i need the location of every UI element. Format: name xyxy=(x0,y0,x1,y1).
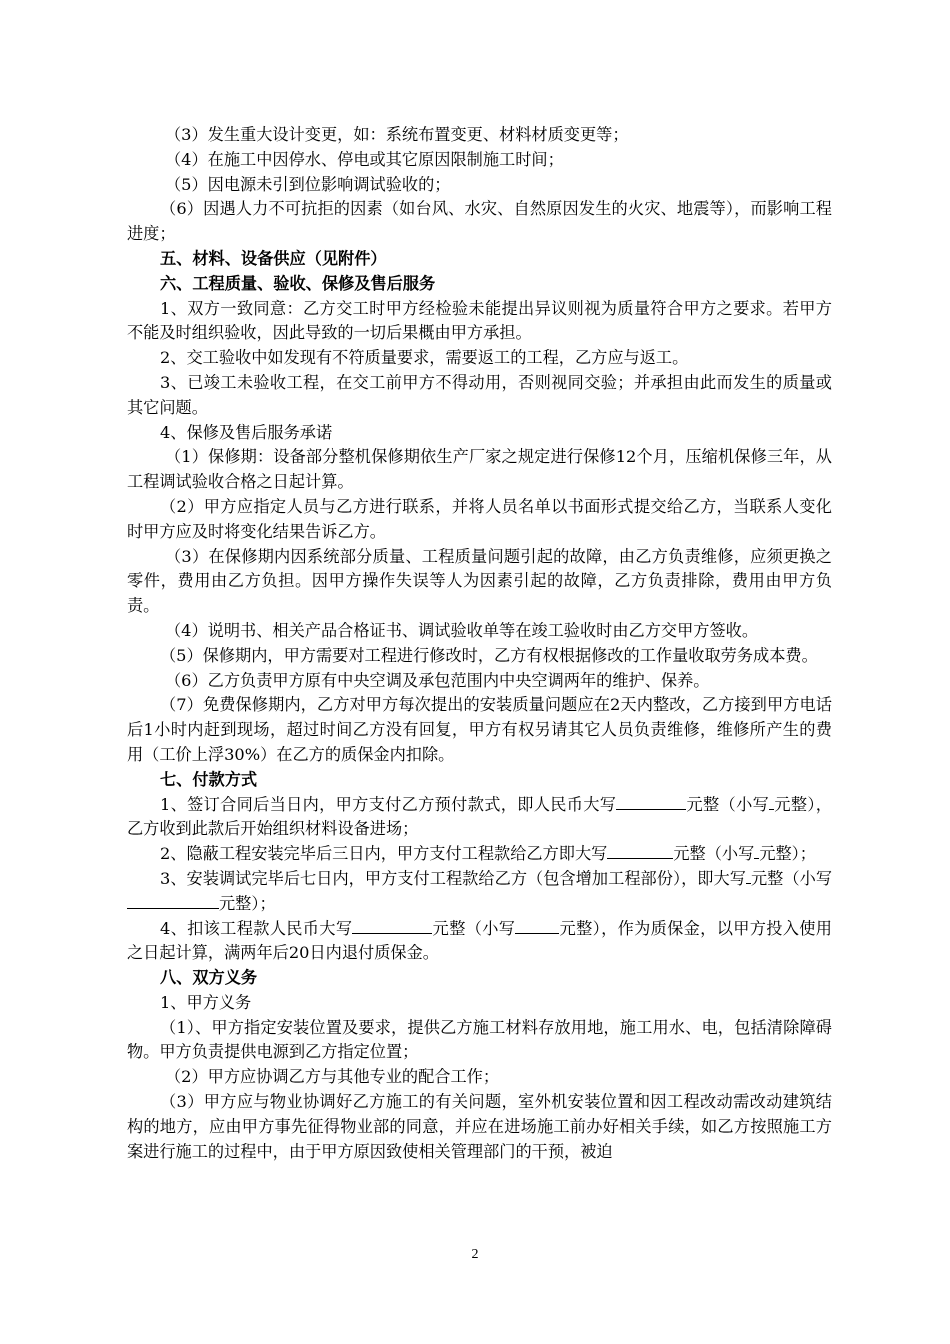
clause-text: 元整）； xyxy=(219,893,276,913)
clause-text: 元整（小写 xyxy=(750,868,833,888)
paragraph: （3）发生重大设计变更，如：系统布置变更、材料材质变更等； xyxy=(165,125,629,144)
clause-text: 1、签订合同后当日内，甲方支付乙方预付款式，即人民币大写 xyxy=(160,794,617,814)
paragraph: （7）免费保修期内，乙方对甲方每次提出的安装质量问题应在2天内整改，乙方接到甲方电话后1小时内赶到现场，超过时间乙方没有回复，甲方有权另请其它人员负责维修，维修所产生的费用（工价上浮30%）在乙方的质保金内扣除。 xyxy=(127,695,832,764)
clause-text: 元整），乙方收到此款后开始组织材料设备进场； xyxy=(127,794,832,839)
clause-text: 4、扣该工程款人民币大写 xyxy=(160,918,353,938)
paragraph: 1、甲方义务 xyxy=(160,992,252,1012)
clause-text: 元整（小写 xyxy=(686,794,770,814)
clause-text: 元整）； xyxy=(759,844,816,864)
clause-text: 元整（小写 xyxy=(673,844,755,864)
section-heading: 六、工程质量、验收、保修及售后服务 xyxy=(160,273,436,293)
clause-text: 2、隐蔽工程安装完毕后三日内，甲方支付工程款给乙方即大写 xyxy=(160,844,608,864)
paragraph: （1）、甲方指定安装位置及要求，提供乙方施工材料存放用地，施工用水、电，包括清除障碍物。甲方负责提供电源到乙方指定位置； xyxy=(127,1017,832,1062)
clause-text: 元整），作为质保金，以甲方投入使用之日起计算，满两年后20日内退付质保金。 xyxy=(127,918,832,963)
paragraph: 1、双方一致同意：乙方交工时甲方经检验未能提出异议则视为质量符合甲方之要求。若甲方不能及时组织验收，因此导致的一切后果概由甲方承担。 xyxy=(127,298,832,343)
payment-clause-4 xyxy=(127,917,832,967)
document-body xyxy=(127,123,832,1164)
clause-text: 3、安装调试完毕后七日内，甲方支付工程款给乙方（包含增加工程部份），即大写 xyxy=(160,868,746,888)
fill-blank[interactable] xyxy=(352,917,432,934)
paragraph: （4）说明书、相关产品合格证书、调试验收单等在竣工验收时由乙方交甲方签收。 xyxy=(165,620,759,640)
fill-blank[interactable] xyxy=(515,917,559,934)
paragraph: （2）甲方应指定人员与乙方进行联系，并将人员名单以书面形式提交给乙方，当联系人变化时甲方应及时将变化结果告诉乙方。 xyxy=(127,496,832,541)
paragraph: （6）因遇人力不可抗拒的因素（如台风、水灾、自然原因发生的火灾、地震等），而影响工程进度； xyxy=(127,199,832,244)
clause-text: 元整（小写 xyxy=(432,918,516,938)
paragraph: （2）甲方应协调乙方与其他专业的配合工作； xyxy=(165,1067,500,1087)
paragraph: 2、交工验收中如发现有不符质量要求，需要返工的工程，乙方应与返工。 xyxy=(160,348,689,368)
section-heading: 七、付款方式 xyxy=(160,769,258,789)
payment-clause-3 xyxy=(127,867,832,917)
fill-blank[interactable] xyxy=(616,793,686,810)
paragraph: （3）甲方应与物业协调好乙方施工的有关问题，室外机安装位置和因工程改动需改动建筑结构的地方，应由甲方事先征得物业部的同意，并应在进场施工前办好相关手续，如乙方按照施工方案进行施工的过程中，由于甲方原因致使相关管理部门的干预，被迫 xyxy=(127,1092,832,1161)
paragraph: （4）在施工中因停水、停电或其它原因限制施工时间； xyxy=(165,149,564,169)
page-number: 2 xyxy=(471,1247,479,1262)
payment-clause-2 xyxy=(127,842,832,867)
paragraph: （5）因电源未引到位影响调试验收的； xyxy=(165,174,451,194)
section-heading: 八、双方义务 xyxy=(160,968,258,988)
section-heading: 五、材料、设备供应（见附件） xyxy=(160,248,387,268)
paragraph: （3）在保修期内因系统部分质量、工程质量问题引起的故障，由乙方负责维修，应须更换之零件，费用由乙方负担。因甲方操作失误等人为因素引起的故障，乙方负责排除，费用由甲方负责。 xyxy=(127,546,832,616)
fill-blank[interactable] xyxy=(127,892,219,909)
paragraph: （6）乙方负责甲方原有中央空调及承包范围内中央空调两年的维护、保养。 xyxy=(165,670,710,690)
fill-blank[interactable] xyxy=(607,842,673,859)
paragraph: 4、保修及售后服务承诺 xyxy=(160,422,333,442)
paragraph: （5）保修期内，甲方需要对工程进行修改时，乙方有权根据修改的工作量收取劳务成本费。 xyxy=(160,645,818,665)
paragraph: 3、已竣工未验收工程，在交工前甲方不得动用，否则视同交验；并承担由此而发生的质量或其它问题。 xyxy=(127,372,832,417)
payment-clause-1 xyxy=(127,793,832,843)
paragraph: （1）保修期：设备部分整机保修期依生产厂家之规定进行保修12个月，压缩机保修三年，从工程调试验收合格之日起计算。 xyxy=(127,447,832,492)
